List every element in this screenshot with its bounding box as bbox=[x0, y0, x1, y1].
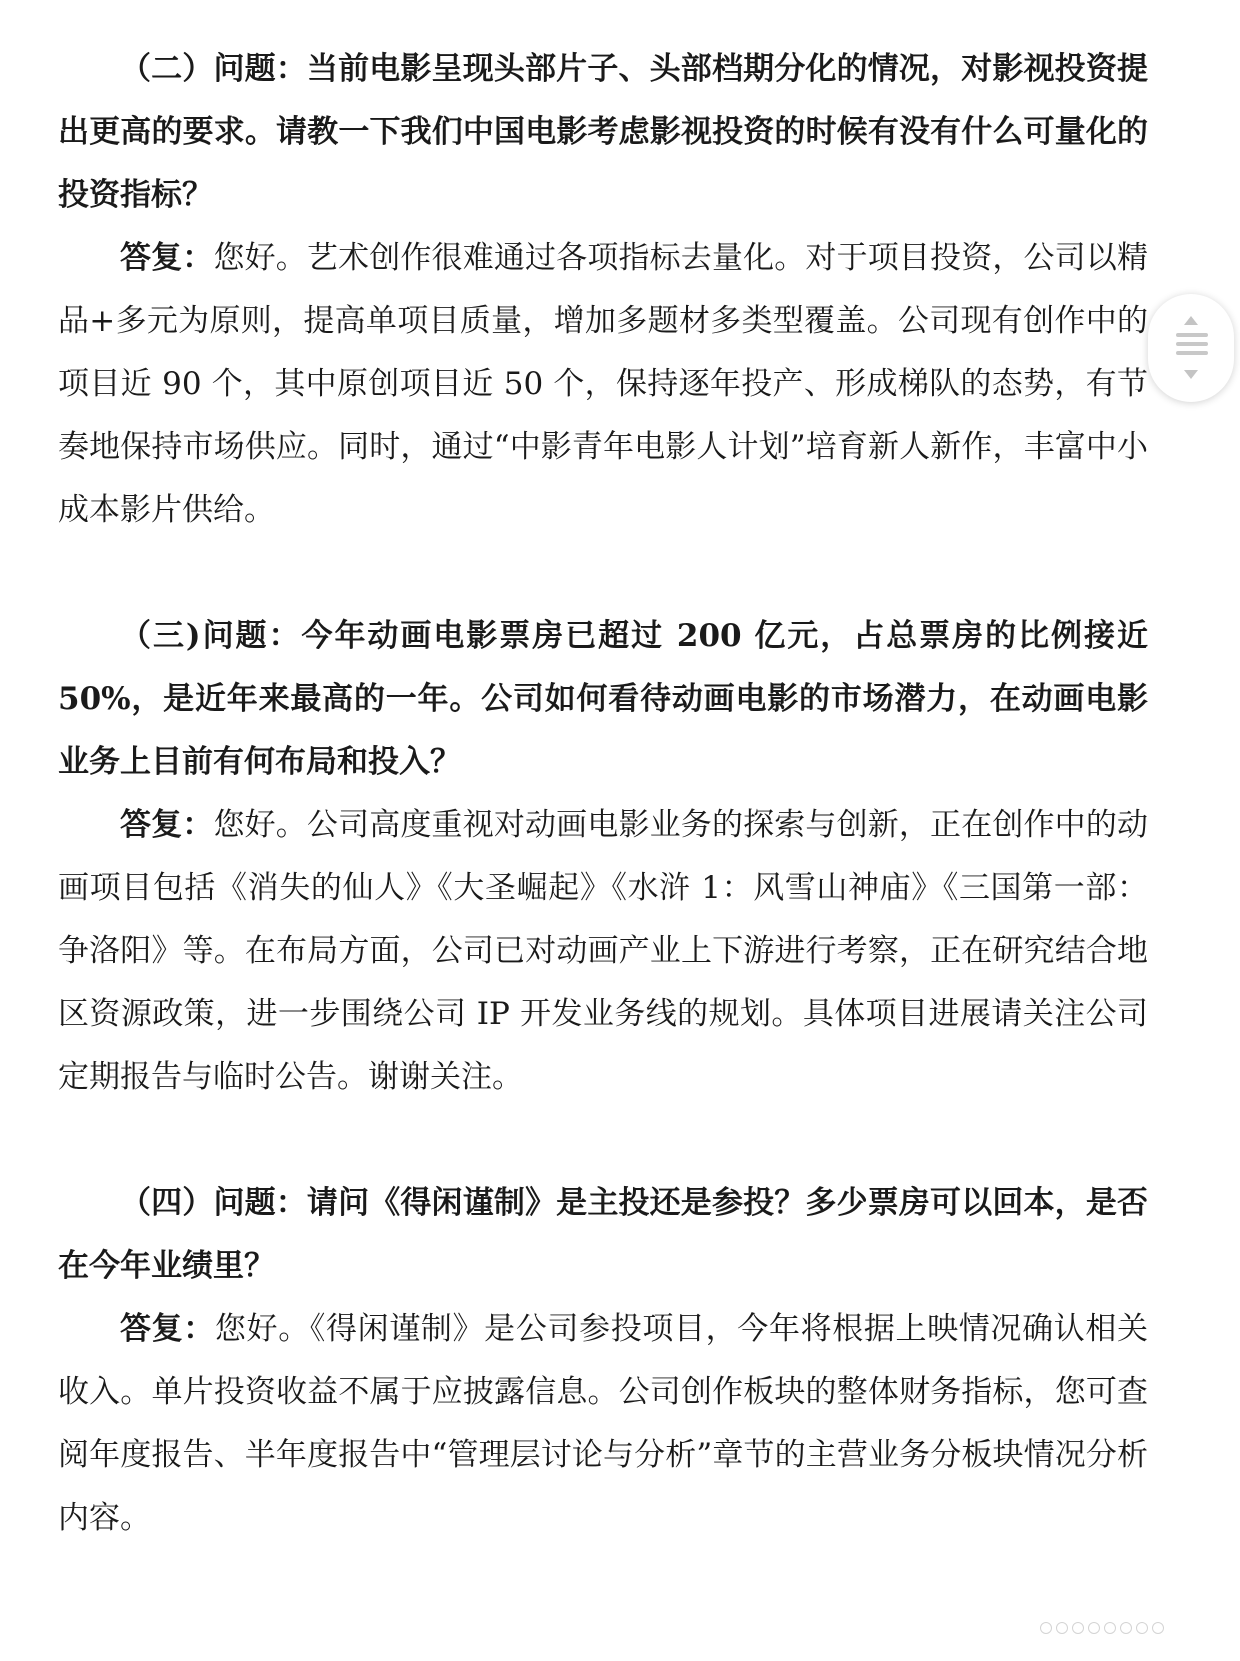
scroll-down-icon[interactable] bbox=[1184, 370, 1198, 379]
answer-text: 您好。艺术创作很难通过各项指标去量化。对于项目投资，公司以精品+多元为原则，提高单项目质量，增加多题材多类型覆盖。公司现有创作中的项目近 90 个，其中原创项目近 50 个，保持逐年投产、形成梯队的态势，有节奏地保持市场供应。同时，通过“中影青年电影人计划”培育新人新作，丰富中小成本影片供给。 bbox=[58, 240, 1148, 528]
answer-4 bbox=[58, 1298, 1148, 1550]
scroll-control[interactable] bbox=[1148, 294, 1234, 402]
document-page bbox=[58, 38, 1148, 1550]
answer-label: 答复： bbox=[120, 240, 214, 276]
scroll-handle-icon[interactable] bbox=[1176, 333, 1208, 360]
watermark-icon bbox=[1040, 1622, 1164, 1634]
answer-text: 您好。公司高度重视对动画电影业务的探索与创新，正在创作中的动画项目包括《消失的仙人》《大圣崛起》《水浒 1：风雪山神庙》《三国第一部：争洛阳》等。在布局方面，公司已对动画产业上下游进行考察，正在研究结合地区资源政策，进一步围绕公司 IP 开发业务线的规划。具体项目进展请关注公司定期报告与临时公告。谢谢关注。 bbox=[58, 807, 1148, 1095]
answer-3 bbox=[58, 794, 1148, 1109]
question-4: （四）问题：请问《得闲谨制》是主投还是参投？多少票房可以回本，是否在今年业绩里？ bbox=[58, 1185, 1148, 1284]
answer-label: 答复： bbox=[120, 1311, 215, 1347]
answer-label: 答复： bbox=[120, 807, 214, 843]
section-gap bbox=[58, 542, 1148, 605]
scroll-up-icon[interactable] bbox=[1184, 316, 1198, 325]
section-gap bbox=[58, 1109, 1148, 1172]
answer-text: 您好。《得闲谨制》是公司参投项目，今年将根据上映情况确认相关收入。单片投资收益不属于应披露信息。公司创作板块的整体财务指标，您可查阅年度报告、半年度报告中“管理层讨论与分析”章节的主营业务分板块情况分析内容。 bbox=[58, 1311, 1148, 1536]
question-2: （二）问题：当前电影呈现头部片子、头部档期分化的情况，对影视投资提出更高的要求。请教一下我们中国电影考虑影视投资的时候有没有什么可量化的投资指标？ bbox=[58, 51, 1148, 213]
answer-2 bbox=[58, 227, 1148, 542]
question-3: （三)问题：今年动画电影票房已超过 200 亿元，占总票房的比例接近 50%，是近年来最高的一年。公司如何看待动画电影的市场潜力，在动画电影业务上目前有何布局和投入？ bbox=[58, 618, 1148, 780]
